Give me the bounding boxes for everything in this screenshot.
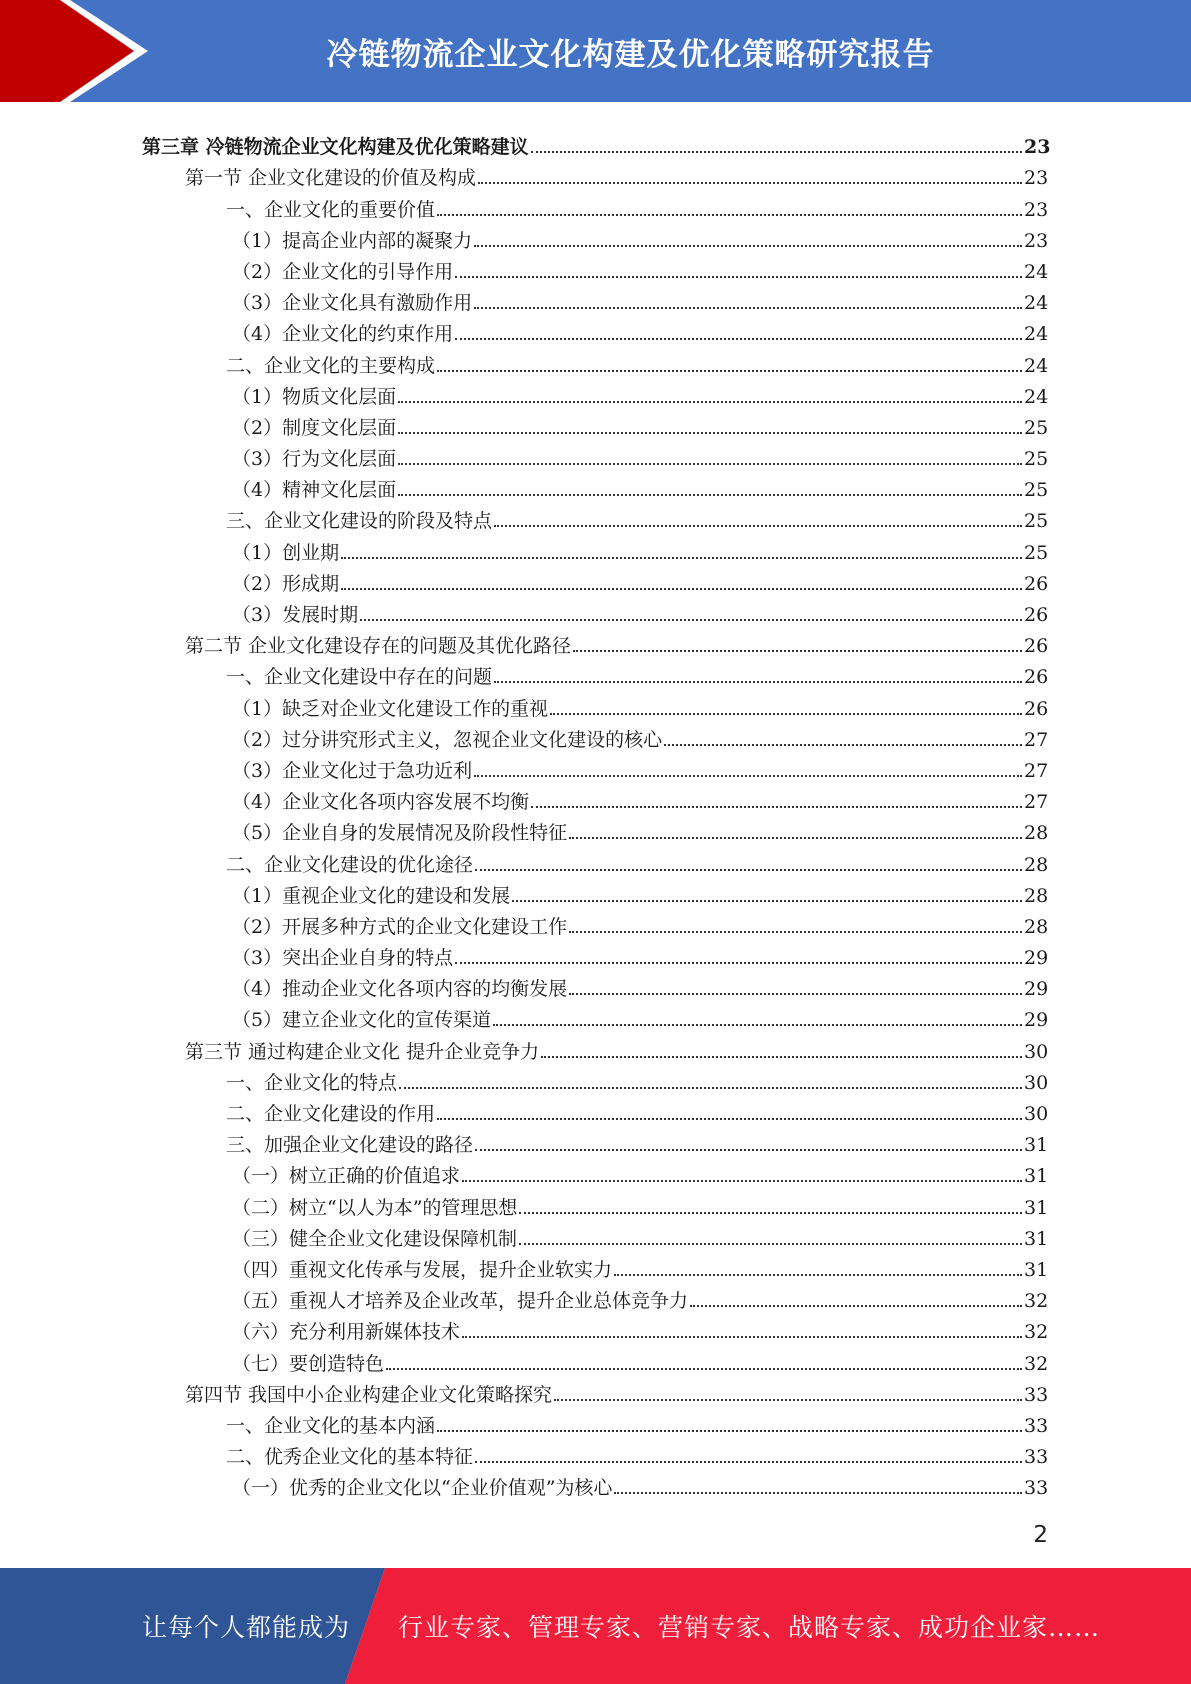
- toc-entry[interactable]: [142, 908, 1048, 939]
- footer-band: [0, 1568, 1191, 1684]
- toc-entry-page: 26: [1024, 604, 1049, 626]
- toc-dot-leader: [614, 1492, 1022, 1494]
- toc-entry-page: 29: [1024, 1009, 1049, 1032]
- toc-dot-leader: [519, 1243, 1022, 1245]
- toc-entry[interactable]: [142, 1282, 1048, 1313]
- toc-dot-leader: [512, 900, 1022, 902]
- toc-entry-page: 27: [1024, 759, 1049, 782]
- toc-entry[interactable]: [142, 346, 1048, 377]
- toc-entry-page: 24: [1024, 354, 1049, 377]
- toc-entry[interactable]: [142, 253, 1048, 284]
- toc-dot-leader: [437, 1118, 1022, 1120]
- toc-entry-page: 31: [1024, 1134, 1049, 1157]
- toc-entry-page: 23: [1024, 229, 1049, 252]
- toc-entry-title: （3）企业文化具有激励作用: [232, 292, 473, 315]
- toc-entry-title: （1）提高企业内部的凝聚力: [232, 229, 473, 252]
- toc-entry[interactable]: [142, 1064, 1048, 1095]
- toc-entry[interactable]: [142, 939, 1048, 970]
- toc-dot-leader: [398, 494, 1022, 496]
- toc-entry[interactable]: [142, 970, 1048, 1001]
- toc-entry-page: 30: [1024, 1040, 1049, 1063]
- toc-entry-title: （3）行为文化层面: [232, 448, 397, 471]
- toc-entry-title: （3）突出企业自身的特点: [232, 947, 454, 970]
- toc-entry-title: （三）健全企业文化建设保障机制: [232, 1227, 518, 1250]
- toc-entry-title: 二、企业文化的主要构成: [226, 354, 436, 377]
- toc-dot-leader: [462, 1180, 1022, 1182]
- toc-entry-title: 一、企业文化的重要价值: [226, 198, 436, 221]
- toc-entry-page: 30: [1024, 1071, 1049, 1094]
- toc-entry-title: 二、企业文化建设的优化途径: [226, 853, 474, 876]
- toc-dot-leader: [455, 338, 1022, 340]
- toc-entry[interactable]: [142, 284, 1048, 315]
- toc-entry[interactable]: [142, 378, 1048, 409]
- toc-entry-title: （六）充分利用新媒体技术: [232, 1321, 461, 1344]
- toc-entry-title: （1）重视企业文化的建设和发展: [232, 884, 511, 907]
- toc-entry-page: 23: [1024, 167, 1049, 190]
- toc-entry-page: 23: [1024, 198, 1049, 221]
- toc-entry-page: 33: [1024, 1383, 1049, 1406]
- toc-entry-title: 二、企业文化建设的作用: [226, 1103, 436, 1125]
- toc-dot-leader: [399, 1087, 1022, 1089]
- toc-dot-leader: [519, 1212, 1022, 1214]
- toc-entry-page: 24: [1024, 260, 1049, 283]
- toc-entry[interactable]: [142, 1469, 1048, 1500]
- toc-entry[interactable]: [142, 689, 1048, 720]
- toc-entry-page: 28: [1024, 915, 1049, 938]
- toc-entry[interactable]: [142, 1157, 1048, 1188]
- toc-entry-page: 27: [1024, 791, 1049, 814]
- toc-dot-leader: [398, 401, 1022, 403]
- toc-dot-leader: [341, 588, 1022, 590]
- toc-dot-leader: [478, 182, 1022, 184]
- header-band: [0, 0, 1191, 110]
- toc-entry-page: 33: [1024, 1446, 1049, 1469]
- toc-entry-title: 一、企业文化的基本内涵: [226, 1414, 436, 1437]
- toc-entry-page: 31: [1024, 1196, 1049, 1219]
- toc-entry-title: （4）推动企业文化各项内容的均衡发展: [232, 978, 568, 1001]
- toc-entry[interactable]: [142, 128, 1051, 159]
- toc-dot-leader: [455, 276, 1022, 278]
- footer-slogan-left: 让每个人都能成为: [142, 1613, 351, 1642]
- toc-entry[interactable]: [142, 1251, 1048, 1282]
- toc-entry-page: 33: [1024, 1414, 1049, 1437]
- toc-entry[interactable]: [142, 1032, 1048, 1063]
- toc-dot-leader: [690, 1305, 1022, 1307]
- toc-entry-title: （4）企业文化各项内容发展不均衡: [232, 791, 530, 814]
- toc-entry-title: 第二节 企业文化建设存在的问题及其优化路径: [185, 635, 572, 658]
- toc-entry[interactable]: [142, 1438, 1048, 1469]
- toc-entry-title: 三、企业文化建设的阶段及特点: [226, 510, 493, 533]
- toc-entry-page: 31: [1024, 1258, 1049, 1281]
- toc-entry-title: 第三章 冷链物流企业文化构建及优化策略建议: [142, 136, 529, 159]
- toc-entry[interactable]: [142, 627, 1048, 658]
- toc-entry[interactable]: [142, 1001, 1048, 1032]
- toc-entry-title: 二、优秀企业文化的基本特征: [226, 1446, 474, 1469]
- toc-entry[interactable]: [142, 1126, 1048, 1157]
- toc-entry-title: （2）过分讲究形式主义，忽视企业文化建设的核心: [232, 728, 663, 751]
- toc-entry[interactable]: [142, 190, 1048, 221]
- toc-entry-page: 26: [1024, 635, 1049, 658]
- toc-dot-leader: [437, 370, 1022, 372]
- toc-entry-page: 24: [1024, 323, 1049, 346]
- toc-entry-title: （二）树立“以人为本”的管理思想: [232, 1196, 518, 1219]
- toc-dot-leader: [475, 1149, 1022, 1151]
- toc-entry[interactable]: [142, 409, 1048, 440]
- toc-entry-title: （5）企业自身的发展情况及阶段性特征: [232, 822, 568, 845]
- toc-entry-title: （七）要创造特色: [232, 1352, 385, 1375]
- toc-entry-title: （1）缺乏对企业文化建设工作的重视: [232, 697, 549, 720]
- toc-entry[interactable]: [142, 1407, 1048, 1438]
- toc-entry-page: 23: [1024, 136, 1051, 159]
- toc-entry-page: 31: [1024, 1227, 1049, 1250]
- toc-entry[interactable]: [142, 159, 1048, 190]
- toc-dot-leader: [554, 1399, 1022, 1401]
- toc-entry[interactable]: [142, 1313, 1048, 1344]
- toc-entry[interactable]: [142, 1344, 1048, 1375]
- toc-dot-leader: [494, 525, 1022, 527]
- toc-dot-leader: [398, 463, 1022, 465]
- toc-entry[interactable]: [142, 752, 1048, 783]
- toc-entry[interactable]: [142, 658, 1048, 689]
- toc-dot-leader: [569, 837, 1022, 839]
- toc-entry-title: 一、企业文化建设中存在的问题: [226, 666, 493, 689]
- toc-dot-leader: [550, 713, 1022, 715]
- toc-entry-page: 33: [1024, 1477, 1049, 1500]
- toc-dot-leader: [475, 869, 1022, 871]
- toc-entry-title: （一）优秀的企业文化以“企业价值观”为核心: [232, 1477, 613, 1500]
- toc-dot-leader: [398, 432, 1022, 434]
- toc-entry-page: 32: [1024, 1321, 1049, 1344]
- toc-entry-title: （2）制度文化层面: [232, 416, 397, 439]
- toc-entry-page: 25: [1024, 510, 1049, 533]
- toc-dot-leader: [569, 931, 1022, 933]
- toc-entry[interactable]: [142, 783, 1048, 814]
- toc-entry-page: 27: [1024, 728, 1049, 751]
- toc-entry-title: （3）发展时期: [232, 604, 359, 626]
- toc-dot-leader: [474, 307, 1022, 309]
- page-number: 2: [1033, 1522, 1048, 1548]
- toc-entry[interactable]: [142, 1376, 1048, 1407]
- toc-entry-title: 第四节 我国中小企业构建企业文化策略探究: [185, 1383, 553, 1406]
- toc-entry-page: 26: [1024, 572, 1049, 595]
- toc-dot-leader: [386, 1368, 1022, 1370]
- toc-entry[interactable]: [142, 877, 1048, 908]
- toc-entry-page: 25: [1024, 416, 1049, 439]
- toc-entry[interactable]: [142, 440, 1048, 471]
- toc-entry[interactable]: [142, 565, 1048, 596]
- document-title: 冷链物流企业文化构建及优化策略研究报告: [326, 36, 935, 73]
- toc-entry-page: 26: [1024, 697, 1049, 720]
- toc-dot-leader: [493, 1024, 1022, 1026]
- toc-entry-title: （4）企业文化的约束作用: [232, 323, 454, 346]
- toc-entry[interactable]: [142, 315, 1048, 346]
- toc-entry[interactable]: [142, 596, 1048, 627]
- toc-dot-leader: [474, 245, 1022, 247]
- toc-entry-page: 25: [1024, 479, 1049, 502]
- toc-entry-page: 24: [1024, 292, 1049, 315]
- toc-dot-leader: [341, 557, 1022, 559]
- toc-entry[interactable]: [142, 721, 1048, 752]
- toc-dot-leader: [494, 681, 1022, 683]
- toc-entry-title: （2）企业文化的引导作用: [232, 260, 454, 283]
- toc-entry-title: （4）精神文化层面: [232, 479, 397, 502]
- toc-entry-page: 26: [1024, 666, 1049, 689]
- toc-entry-title: （2）开展多种方式的企业文化建设工作: [232, 915, 568, 938]
- toc-entry-title: （1）物质文化层面: [232, 385, 397, 408]
- toc-dot-leader: [437, 1430, 1022, 1432]
- toc-entry-page: 29: [1024, 978, 1049, 1001]
- toc-dot-leader: [475, 1461, 1022, 1463]
- toc-entry[interactable]: [142, 471, 1048, 502]
- toc-entry-page: 31: [1024, 1165, 1049, 1188]
- toc-dot-leader: [455, 962, 1022, 964]
- toc-entry-title: （一）树立正确的价值追求: [232, 1165, 461, 1188]
- toc-entry[interactable]: [142, 222, 1048, 253]
- toc-entry-title: （2）形成期: [232, 572, 340, 595]
- toc-entry-page: 25: [1024, 448, 1049, 471]
- toc-dot-leader: [437, 214, 1022, 216]
- footer-slogan-right: 行业专家、管理专家、营销专家、战略专家、成功企业家……: [398, 1613, 1101, 1642]
- toc-dot-leader: [541, 1056, 1022, 1058]
- toc-dot-leader: [531, 151, 1022, 153]
- toc-entry-title: 三、加强企业文化建设的路径: [226, 1134, 474, 1157]
- toc-entry-page: 28: [1024, 853, 1049, 876]
- toc-entry[interactable]: [142, 845, 1048, 876]
- toc-entry-page: 30: [1024, 1103, 1049, 1125]
- toc-entry-title: （1）创业期: [232, 541, 340, 564]
- toc-entry-page: 28: [1024, 884, 1049, 907]
- toc-entry[interactable]: [142, 533, 1048, 564]
- toc-dot-leader: [531, 806, 1022, 808]
- toc-dot-leader: [360, 619, 1022, 621]
- toc-entry-title: （四）重视文化传承与发展，提升企业软实力: [232, 1258, 613, 1281]
- toc-dot-leader: [664, 744, 1022, 746]
- toc-entry-title: 一、企业文化的特点: [226, 1071, 398, 1094]
- toc-entry-title: 第三节 通过构建企业文化 提升企业竞争力: [185, 1040, 540, 1063]
- toc-dot-leader: [462, 1336, 1022, 1338]
- toc-entry[interactable]: [142, 1188, 1048, 1219]
- table-of-contents: [142, 128, 1051, 1500]
- toc-entry-title: （3）企业文化过于急功近利: [232, 759, 473, 782]
- toc-dot-leader: [573, 650, 1022, 652]
- toc-entry-page: 29: [1024, 947, 1049, 970]
- toc-entry-page: 32: [1024, 1352, 1049, 1375]
- toc-entry-page: 25: [1024, 541, 1049, 564]
- toc-entry-title: （5）建立企业文化的宣传渠道: [232, 1009, 492, 1032]
- toc-entry-page: 24: [1024, 385, 1049, 408]
- toc-entry[interactable]: [142, 1220, 1048, 1251]
- toc-dot-leader: [474, 775, 1022, 777]
- toc-entry[interactable]: [142, 502, 1048, 533]
- toc-entry-page: 32: [1024, 1290, 1049, 1313]
- toc-dot-leader: [569, 993, 1022, 995]
- toc-entry-page: 28: [1024, 822, 1049, 845]
- toc-entry[interactable]: [142, 814, 1048, 845]
- toc-entry-title: （五）重视人才培养及企业改革，提升企业总体竞争力: [232, 1290, 689, 1313]
- toc-entry[interactable]: [142, 1095, 1048, 1126]
- toc-dot-leader: [614, 1274, 1022, 1276]
- toc-entry-title: 第一节 企业文化建设的价值及构成: [185, 167, 477, 190]
